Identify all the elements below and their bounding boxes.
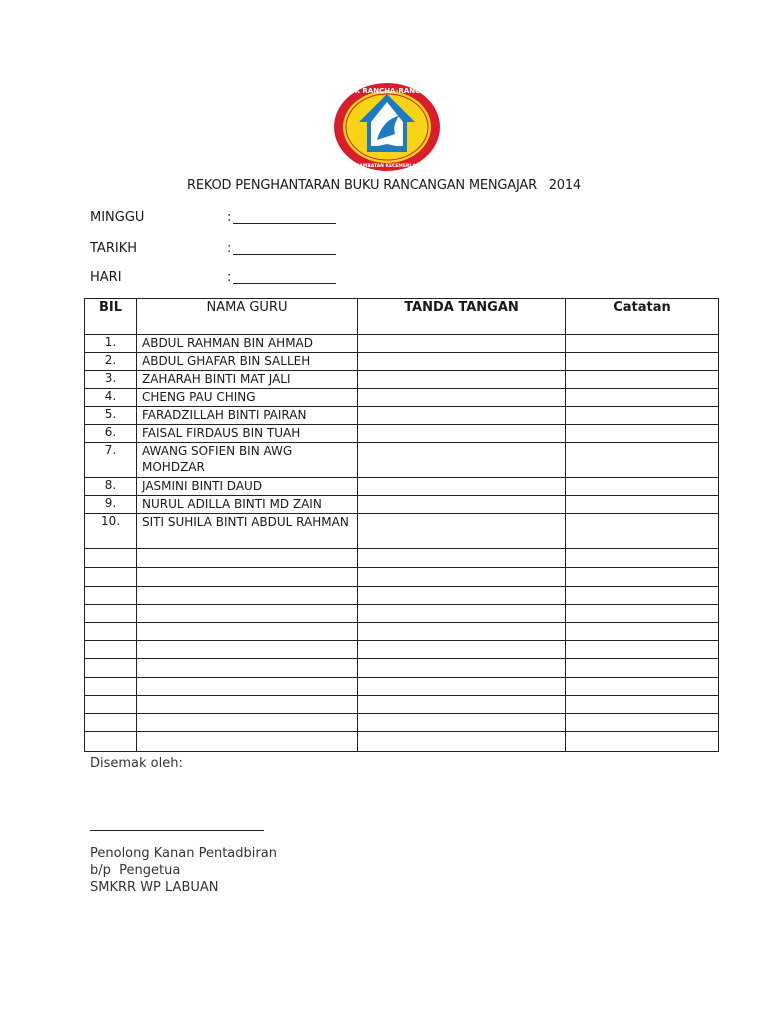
row-catatan-cell[interactable]: [566, 714, 719, 732]
document-title: REKOD PENGHANTARAN BUKU RANCANGAN MENGAJAR 2014: [187, 178, 581, 193]
row-nama-guru: [137, 587, 358, 605]
field-colon: :: [227, 241, 232, 256]
row-nama-guru: [137, 696, 358, 714]
row-catatan-cell[interactable]: [566, 549, 719, 568]
table-row: [85, 732, 719, 752]
row-bil: 6.: [85, 425, 137, 443]
row-tanda-tangan-cell[interactable]: [358, 514, 566, 549]
row-bil: 10.: [85, 514, 137, 549]
row-bil: [85, 714, 137, 732]
field-colon: :: [227, 210, 232, 225]
row-catatan-cell[interactable]: [566, 443, 719, 478]
row-nama-guru: [137, 678, 358, 696]
row-catatan-cell[interactable]: [566, 389, 719, 407]
row-nama-guru: ABDUL RAHMAN BIN AHMAD: [137, 335, 358, 353]
table-row: [85, 425, 719, 443]
row-nama-guru: CHENG PAU CHING: [137, 389, 358, 407]
row-bil: [85, 587, 137, 605]
row-tanda-tangan-cell[interactable]: [358, 605, 566, 623]
row-tanda-tangan-cell[interactable]: [358, 353, 566, 371]
row-nama-guru: [137, 605, 358, 623]
row-nama-guru: NURUL ADILLA BINTI MD ZAIN: [137, 496, 358, 514]
table-row: [85, 623, 719, 641]
row-tanda-tangan-cell[interactable]: [358, 478, 566, 496]
table-row: [85, 549, 719, 568]
row-tanda-tangan-cell[interactable]: [358, 732, 566, 752]
row-tanda-tangan-cell[interactable]: [358, 389, 566, 407]
table-row: [85, 641, 719, 659]
row-nama-guru: [137, 659, 358, 678]
row-nama-guru: [137, 623, 358, 641]
table-row: [85, 389, 719, 407]
row-nama-guru: [137, 714, 358, 732]
row-bil: [85, 641, 137, 659]
row-tanda-tangan-cell[interactable]: [358, 659, 566, 678]
field-label: HARI: [90, 270, 122, 285]
row-bil: [85, 678, 137, 696]
row-tanda-tangan-cell[interactable]: [358, 696, 566, 714]
table-row: [85, 514, 719, 549]
row-nama-guru: FARADZILLAH BINTI PAIRAN: [137, 407, 358, 425]
table-row: [85, 659, 719, 678]
row-nama-guru: AWANG SOFIEN BIN AWG MOHDZAR: [137, 443, 358, 478]
field-colon: :: [227, 270, 232, 285]
table-row: [85, 407, 719, 425]
row-bil: [85, 696, 137, 714]
field-blank-line[interactable]: [233, 283, 336, 284]
row-catatan-cell[interactable]: [566, 678, 719, 696]
row-tanda-tangan-cell[interactable]: [358, 425, 566, 443]
row-tanda-tangan-cell[interactable]: [358, 496, 566, 514]
row-catatan-cell[interactable]: [566, 353, 719, 371]
row-bil: 4.: [85, 389, 137, 407]
table-row: [85, 353, 719, 371]
header-nama-guru: NAMA GURU: [137, 299, 358, 335]
table-row: [85, 587, 719, 605]
row-tanda-tangan-cell[interactable]: [358, 678, 566, 696]
teacher-register-table: [84, 298, 719, 752]
row-tanda-tangan-cell[interactable]: [358, 587, 566, 605]
row-catatan-cell[interactable]: [566, 478, 719, 496]
row-bil: [85, 623, 137, 641]
row-catatan-cell[interactable]: [566, 407, 719, 425]
row-nama-guru: [137, 641, 358, 659]
row-bil: 7.: [85, 443, 137, 478]
row-bil: [85, 605, 137, 623]
row-bil: 1.: [85, 335, 137, 353]
table-row: [85, 443, 719, 478]
row-nama-guru: [137, 549, 358, 568]
row-nama-guru: [137, 732, 358, 752]
row-bil: 8.: [85, 478, 137, 496]
header-catatan: Catatan: [566, 299, 719, 335]
header-bil: BIL: [85, 299, 137, 335]
row-bil: [85, 732, 137, 752]
row-bil: 3.: [85, 371, 137, 389]
row-nama-guru: SITI SUHILA BINTI ABDUL RAHMAN: [137, 514, 358, 549]
row-catatan-cell[interactable]: [566, 696, 719, 714]
row-nama-guru: ABDUL GHAFAR BIN SALLEH: [137, 353, 358, 371]
signature-school: SMKRR WP LABUAN: [90, 880, 219, 895]
row-tanda-tangan-cell[interactable]: [358, 714, 566, 732]
field-label: TARIKH: [90, 241, 137, 256]
row-catatan-cell[interactable]: [566, 514, 719, 549]
row-catatan-cell[interactable]: [566, 335, 719, 353]
table-row: [85, 696, 719, 714]
row-tanda-tangan-cell[interactable]: [358, 443, 566, 478]
table-row: [85, 335, 719, 353]
field-blank-line[interactable]: [233, 223, 336, 224]
row-nama-guru: ZAHARAH BINTI MAT JALI: [137, 371, 358, 389]
row-bil: 2.: [85, 353, 137, 371]
checked-by-label: Disemak oleh:: [90, 756, 183, 771]
signature-position: Penolong Kanan Pentadbiran: [90, 846, 277, 861]
row-nama-guru: JASMINI BINTI DAUD: [137, 478, 358, 496]
table-row: [85, 568, 719, 587]
table-row: [85, 496, 719, 514]
row-bil: [85, 549, 137, 568]
row-catatan-cell[interactable]: [566, 425, 719, 443]
signature-on-behalf: b/p Pengetua: [90, 863, 181, 878]
row-tanda-tangan-cell[interactable]: [358, 407, 566, 425]
field-blank-line[interactable]: [233, 254, 336, 255]
table-row: [85, 605, 719, 623]
signature-line[interactable]: [90, 830, 264, 831]
row-catatan-cell[interactable]: [566, 587, 719, 605]
row-catatan-cell[interactable]: [566, 605, 719, 623]
row-tanda-tangan-cell[interactable]: [358, 335, 566, 353]
logo-ring-text: SMK RANCHA-RANCHA: [342, 87, 432, 95]
row-tanda-tangan-cell[interactable]: [358, 623, 566, 641]
header-tanda-tangan: TANDA TANGAN: [358, 299, 566, 335]
row-bil: 9.: [85, 496, 137, 514]
row-catatan-cell[interactable]: [566, 641, 719, 659]
row-catatan-cell[interactable]: [566, 732, 719, 752]
row-bil: [85, 568, 137, 587]
row-nama-guru: [137, 568, 358, 587]
row-bil: 5.: [85, 407, 137, 425]
row-catatan-cell[interactable]: [566, 496, 719, 514]
table-header-row: [85, 299, 719, 335]
field-label: MINGGU: [90, 210, 145, 225]
table-row: [85, 678, 719, 696]
row-catatan-cell[interactable]: [566, 568, 719, 587]
school-logo: [333, 82, 441, 172]
row-catatan-cell[interactable]: [566, 623, 719, 641]
row-catatan-cell[interactable]: [566, 659, 719, 678]
row-nama-guru: FAISAL FIRDAUS BIN TUAH: [137, 425, 358, 443]
table-row: [85, 371, 719, 389]
table-row: [85, 714, 719, 732]
row-tanda-tangan-cell[interactable]: [358, 549, 566, 568]
row-tanda-tangan-cell[interactable]: [358, 641, 566, 659]
row-catatan-cell[interactable]: [566, 371, 719, 389]
table-row: [85, 478, 719, 496]
row-tanda-tangan-cell[interactable]: [358, 568, 566, 587]
logo-motto-text: ILMU JAMBATAN KECEMERLANGAN: [343, 164, 431, 169]
row-bil: [85, 659, 137, 678]
row-tanda-tangan-cell[interactable]: [358, 371, 566, 389]
